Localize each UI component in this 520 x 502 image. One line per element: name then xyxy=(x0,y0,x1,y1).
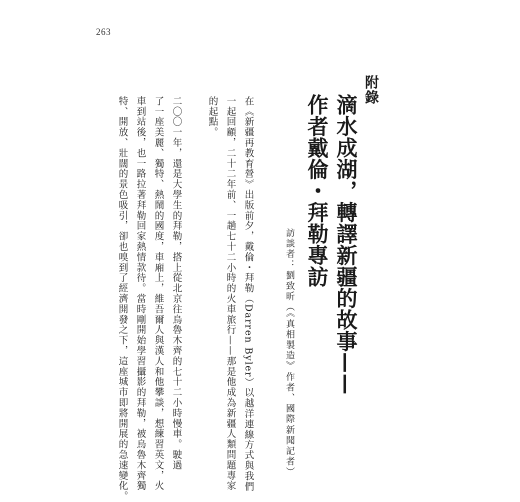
body-text-column: 的起點。 xyxy=(206,96,218,138)
page-number: 263 xyxy=(96,27,111,37)
interviewer-byline: 訪談者：劉致昕（《真相製造》作者、國際新聞記者） xyxy=(284,228,294,478)
chapter-title-line2: 作者戴倫・拜勒專訪 xyxy=(305,94,330,288)
appendix-label: 附錄 xyxy=(363,75,379,105)
body-text-column: 二〇〇一年，還是大學生的拜勒，搭上從北京往烏魯木齊的七十二小時慢車。駛過 xyxy=(170,96,182,471)
body-text-column: 一起回顧，二十二年前、一趟七十二小時的火車旅行——那是他成為新疆人類問題專家 xyxy=(224,96,236,492)
chapter-title-line1: 滴水成湖，轉譯新疆的故事—— xyxy=(334,94,359,395)
body-text-column: 了一座美麗、獨特、熱鬧的國度，車廂上，維吾爾人與漢人和他攀談，想練習英文，火 xyxy=(152,96,164,492)
body-text-column: 車到站後，也一路拉著拜勒回家熱情款待。當時剛開始學習攝影的拜勒，被烏魯木齊獨 xyxy=(134,96,146,492)
body-text-column: 特、開放、壯闊的景色吸引，卻也嗅到了經濟開發之下，這座城市即將開展的急速變化。 xyxy=(116,96,128,502)
body-text-column: 在《新疆再教育營》出版前夕，戴倫・拜勒（Darren Byler）以越洋連線方式與我們 xyxy=(242,96,254,492)
